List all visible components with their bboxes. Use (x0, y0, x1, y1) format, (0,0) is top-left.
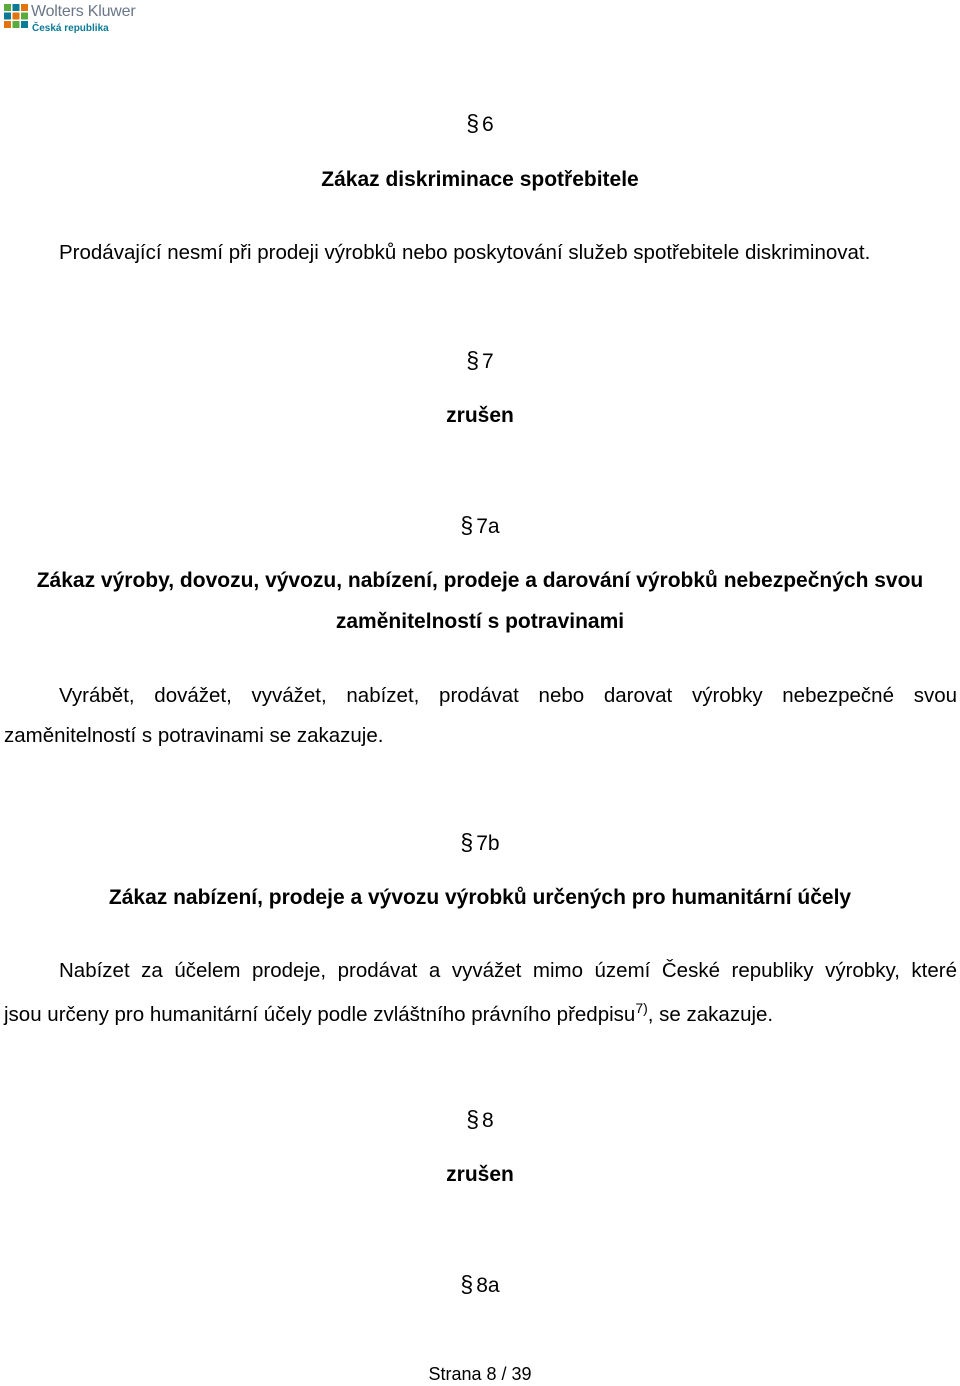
section-8a-heading (0, 1271, 960, 1298)
section-7b-text-line2-start: jsou určeny pro humanitární účely podle zvláštního právního předpisu (4, 1002, 636, 1026)
section-7a-text-line2: zaměnitelností s potravinami se zakazuje. (4, 724, 384, 747)
section-7b-text-line2 (4, 1000, 773, 1027)
section-number: 7b (476, 832, 500, 855)
section-7-status: zrušen (446, 404, 514, 427)
section-7b-text-line1: Nabízet za účelem prodeje, prodávat a vyvážet mimo území České republiky výrobky, které (59, 959, 957, 982)
section-number: 8 (482, 1109, 494, 1132)
section-sign: § (466, 347, 480, 373)
section-8-status: zrušen (446, 1163, 514, 1186)
section-7b-heading (0, 829, 960, 856)
section-6-title: Zákaz diskriminace spotřebitele (321, 168, 639, 191)
section-sign: § (460, 1271, 474, 1297)
logo-name: Wolters Kluwer (31, 3, 136, 20)
section-7b-title: Zákaz nabízení, prodeje a vývozu výrobků určených pro humanitární účely (108, 886, 852, 909)
section-6-text: Prodávající nesmí při prodeji výrobků nebo poskytování služeb spotřebitele diskriminovat. (59, 241, 871, 264)
section-number: 8a (476, 1274, 500, 1297)
section-number: 7 (482, 350, 494, 373)
section-8-heading (0, 1106, 960, 1133)
section-sign: § (460, 829, 474, 855)
section-6-heading (0, 110, 960, 137)
section-sign: § (466, 110, 480, 136)
footnote-reference[interactable]: 7) (635, 1000, 648, 1016)
section-7a-title-line2: zaměnitelností s potravinami (335, 610, 625, 633)
section-7a-title-line1: Zákaz výroby, dovozu, vývozu, nabízení, prodeje a darování výrobků nebezpečných svou (36, 569, 924, 592)
section-7b-text-line2-end: , se zakazuje. (647, 1002, 774, 1026)
section-7a-text-line1: Vyrábět, dovážet, vyvážet, nabízet, prodávat nebo darovat výrobky nebezpečné svou (59, 684, 957, 707)
section-sign: § (460, 512, 474, 538)
section-7-heading (0, 347, 960, 374)
section-7a-heading (0, 512, 960, 539)
wolters-kluwer-mark-icon (4, 4, 28, 28)
section-sign: § (466, 1106, 480, 1132)
logo-subtitle: Česká republika (32, 23, 109, 34)
section-number: 7a (476, 515, 500, 538)
page-number: Strana 8 / 39 (428, 1364, 532, 1384)
section-number: 6 (482, 113, 494, 136)
